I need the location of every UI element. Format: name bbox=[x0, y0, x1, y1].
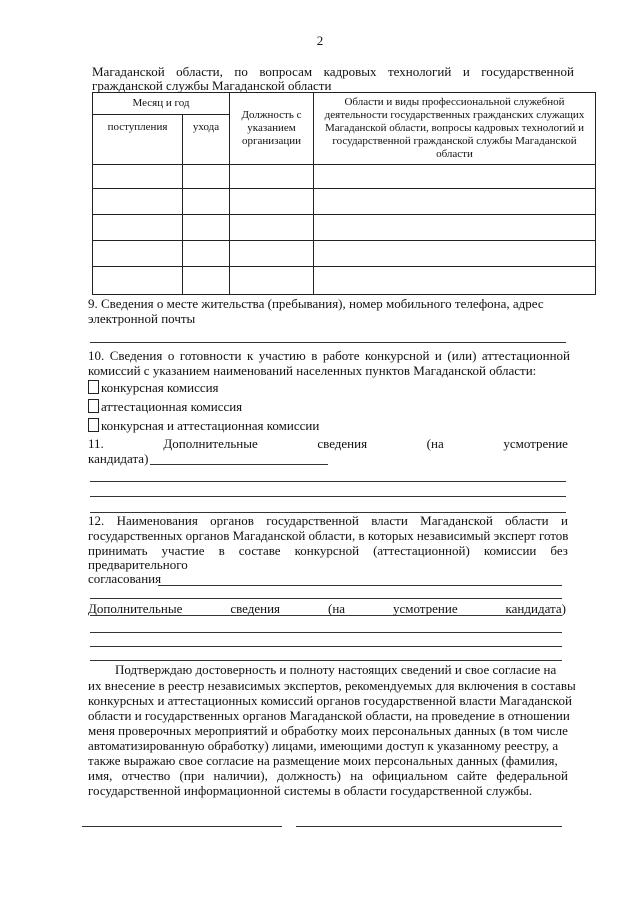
bodies-field[interactable] bbox=[158, 585, 562, 586]
word: работе bbox=[322, 348, 360, 363]
option-competition-commission[interactable] bbox=[88, 380, 219, 396]
word: официальном bbox=[372, 768, 448, 783]
word: конкурсной bbox=[365, 348, 430, 363]
word: Магаданской bbox=[420, 513, 493, 528]
section-10-line-1 bbox=[88, 348, 570, 364]
word: участие bbox=[161, 543, 205, 558]
bodies-field-line[interactable] bbox=[90, 598, 562, 599]
consent-line-8 bbox=[88, 768, 568, 784]
section-11-line-2: кандидата) bbox=[88, 451, 149, 466]
word: усмотрение bbox=[503, 436, 568, 451]
section-9-line-1: 9. Сведения о месте жительства (пребывания), номер мобильного телефона, адрес bbox=[88, 296, 544, 311]
word: по bbox=[234, 64, 248, 79]
date-signature-line[interactable] bbox=[82, 826, 282, 827]
word: должность) bbox=[277, 768, 341, 783]
word: власти bbox=[371, 513, 408, 528]
word: технологий bbox=[388, 64, 452, 79]
word: сведения bbox=[317, 436, 368, 451]
table-row bbox=[93, 241, 596, 267]
consent-line-5: меня проверочных мероприятий и обработку моих персональных данных (в том числе bbox=[88, 723, 568, 738]
header-month-year: Месяц и год bbox=[93, 93, 230, 115]
consent-line-6: автоматизированную обработку) лицами, имеющими доступ к указанному реестру, а bbox=[88, 738, 559, 753]
word: составе bbox=[238, 543, 281, 558]
extra-info-field[interactable] bbox=[90, 615, 562, 616]
section-10-line-2: комиссий с указанием наименований населенных пунктов Магаданской области: bbox=[88, 363, 537, 378]
word: и bbox=[462, 64, 470, 79]
checkbox[interactable] bbox=[88, 399, 99, 413]
experience-table bbox=[92, 92, 596, 295]
word: федеральной bbox=[496, 768, 568, 783]
section-12-line-4: предварительного bbox=[88, 557, 188, 572]
word: к bbox=[246, 348, 254, 363]
word: (при bbox=[179, 768, 205, 783]
table-row bbox=[93, 215, 596, 241]
word: готовности bbox=[179, 348, 242, 363]
extra-info-field[interactable] bbox=[90, 660, 562, 661]
additional-info-line[interactable] bbox=[90, 496, 566, 497]
word: усмотрение bbox=[392, 601, 458, 616]
word: Сведения bbox=[109, 348, 163, 363]
intro-line-2: гражданской службы Магаданской области bbox=[92, 78, 332, 93]
word: участию bbox=[258, 348, 306, 363]
word: без bbox=[550, 543, 568, 558]
word: области, bbox=[176, 64, 223, 79]
signature-line[interactable] bbox=[296, 826, 562, 827]
word: имя, bbox=[88, 768, 113, 783]
extra-info-field[interactable] bbox=[90, 646, 562, 647]
word: на bbox=[350, 768, 363, 783]
word: аттестационной bbox=[481, 348, 570, 363]
section-12-line-5: согласования bbox=[88, 571, 162, 586]
word: о bbox=[167, 348, 175, 363]
word: сайте bbox=[456, 768, 488, 783]
section-12-line-1 bbox=[88, 513, 568, 529]
word: Магаданской bbox=[92, 64, 165, 79]
table-row bbox=[93, 165, 596, 189]
page-number: 2 bbox=[316, 33, 324, 48]
option-both-commissions[interactable] bbox=[88, 418, 319, 434]
checkbox[interactable] bbox=[88, 380, 99, 394]
word: государственной bbox=[266, 513, 359, 528]
word: вопросам bbox=[259, 64, 313, 79]
word: кандидата) bbox=[505, 601, 566, 616]
section-12-line-2: государственных органов Магаданской области, в которых независимый эксперт готов bbox=[88, 528, 569, 543]
word: комиссии bbox=[483, 543, 537, 558]
consent-line-3: конкурсных и аттестационных комиссий органов государственной власти Магаданской bbox=[88, 693, 572, 708]
consent-line-9: государственной информационной системы в области государственной службы. bbox=[88, 783, 533, 798]
word: сведения bbox=[230, 601, 281, 616]
word: наличии), bbox=[213, 768, 268, 783]
word: 11. bbox=[88, 436, 104, 451]
word: Дополнительные bbox=[163, 436, 258, 451]
section-9-line-2: электронной почты bbox=[88, 311, 196, 326]
option-attestation-commission[interactable] bbox=[88, 399, 242, 415]
residence-field[interactable] bbox=[90, 342, 566, 343]
word: и bbox=[560, 513, 568, 528]
table-row bbox=[93, 267, 596, 295]
word: (аттестационной) bbox=[373, 543, 470, 558]
consent-line-2: их внесение в реестр независимых экспертов, рекомендуемых для включения в составы bbox=[88, 678, 576, 693]
consent-line-4: области и государственных органов Магаданской области, на проведение в отношении bbox=[88, 708, 570, 723]
word: (или) bbox=[447, 348, 477, 363]
word: области bbox=[505, 513, 549, 528]
word: органов bbox=[210, 513, 254, 528]
option-label: конкурсная и аттестационная комиссии bbox=[101, 418, 320, 433]
section-11-line-1 bbox=[88, 436, 568, 452]
additional-info-line[interactable] bbox=[90, 481, 566, 482]
option-label: аттестационная комиссия bbox=[101, 399, 243, 414]
word: конкурсной bbox=[294, 543, 360, 558]
checkbox[interactable] bbox=[88, 418, 99, 432]
option-label: конкурсная комиссия bbox=[101, 380, 219, 395]
extra-info-field[interactable] bbox=[90, 632, 562, 633]
word: в bbox=[311, 348, 318, 363]
additional-info-field[interactable] bbox=[150, 464, 328, 465]
word: государственной bbox=[481, 64, 574, 79]
word: (на bbox=[426, 436, 444, 451]
word: 12. bbox=[88, 513, 105, 528]
word: Наименования bbox=[116, 513, 198, 528]
table-row bbox=[93, 189, 596, 215]
word: в bbox=[218, 543, 225, 558]
consent-line-1: Подтверждаю достоверность и полноту настоящих сведений и свое согласие на bbox=[115, 662, 557, 677]
header-entry: поступления bbox=[93, 115, 183, 165]
header-position: Должность с указанием организации bbox=[230, 93, 314, 165]
word: 10. bbox=[88, 348, 105, 363]
word: принимать bbox=[88, 543, 148, 558]
word: (на bbox=[327, 601, 346, 616]
word: и bbox=[434, 348, 442, 363]
header-areas: Области и виды профессиональной служебной деятельности государственных гражданских служащих Магаданской области, вопросы кадровых технологий и государственной гражданской службы Магаданской области bbox=[314, 93, 596, 165]
word: Дополнительные bbox=[88, 601, 183, 616]
word: кадровых bbox=[323, 64, 377, 79]
word: отчество bbox=[121, 768, 171, 783]
header-exit: ухода bbox=[183, 115, 230, 165]
consent-line-7: также выражаю свое согласие на размещение моих персональных данных (фамилия, bbox=[88, 753, 558, 768]
